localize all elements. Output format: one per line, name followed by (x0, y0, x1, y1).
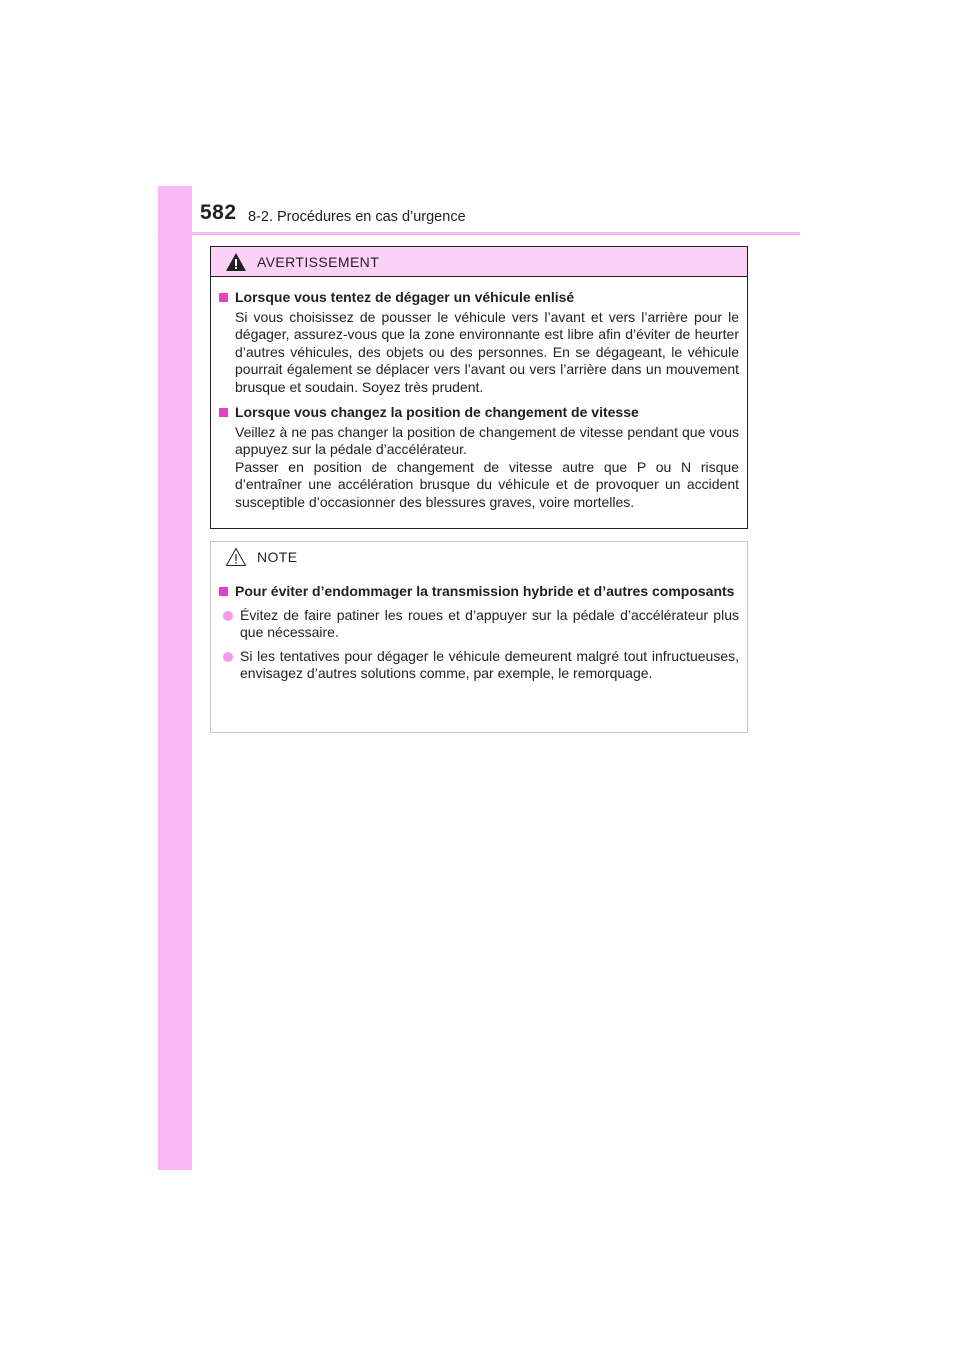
note-bullet-item: Si les tentatives pour dégager le véhicule demeurent malgré tout infructueuses, envisagez d’autres solutions comme, par exemple, le remorquage. (223, 648, 739, 683)
warning-item-heading: Lorsque vous tentez de dégager un véhicule enlisé (217, 289, 739, 307)
round-bullet-icon (223, 652, 233, 662)
note-bullet-item: Évitez de faire patiner les roues et d’appuyer sur la pédale d’accélérateur plus que nécessaire. (223, 607, 739, 642)
chapter-side-tab (158, 186, 192, 1170)
warning-title: AVERTISSEMENT (257, 253, 380, 270)
warning-box-header (211, 247, 747, 277)
note-box-body (211, 571, 747, 683)
square-bullet-icon (219, 408, 228, 417)
warning-box-body (211, 277, 747, 511)
note-triangle-outline-icon (225, 547, 247, 567)
round-bullet-icon (223, 611, 233, 621)
note-title: NOTE (257, 548, 298, 565)
warning-item-heading: Lorsque vous changez la position de changement de vitesse (217, 404, 739, 422)
page-number: 582 (200, 201, 237, 224)
note-box (210, 541, 748, 733)
warning-item-paragraph: Veillez à ne pas changer la position de changement de vitesse pendant que vous appuyez sur la pédale d’accélérateur. (235, 423, 739, 457)
warning-box (210, 246, 748, 529)
square-bullet-icon (219, 587, 228, 596)
header-divider (158, 232, 800, 235)
warning-item-paragraph: Passer en position de changement de vitesse autre que P ou N risque d’entraîner une accélération brusque du véhicule et de provoquer un accident susceptible d’occasionner des blessures graves, voire mortelles. (235, 458, 739, 510)
note-heading: Pour éviter d’endommager la transmission hybride et d’autres composants (217, 583, 739, 601)
note-box-header (211, 542, 747, 571)
section-title: 8-2. Procédures en cas d’urgence (248, 209, 466, 225)
warning-item-paragraph: Si vous choisissez de pousser le véhicule vers l’avant et vers l’arrière pour le dégager, assurez-vous que la zone environnante est libre afin d’éviter de heurter d’autres véhicules, des objets ou des personnes. En se dégageant, le véhicule pourrait également se déplacer vers l’avant ou vers l’arrière dans un mouvement brusque et soudain. Soyez très prudent. (235, 308, 739, 395)
square-bullet-icon (219, 293, 228, 302)
warning-triangle-icon (225, 252, 247, 272)
